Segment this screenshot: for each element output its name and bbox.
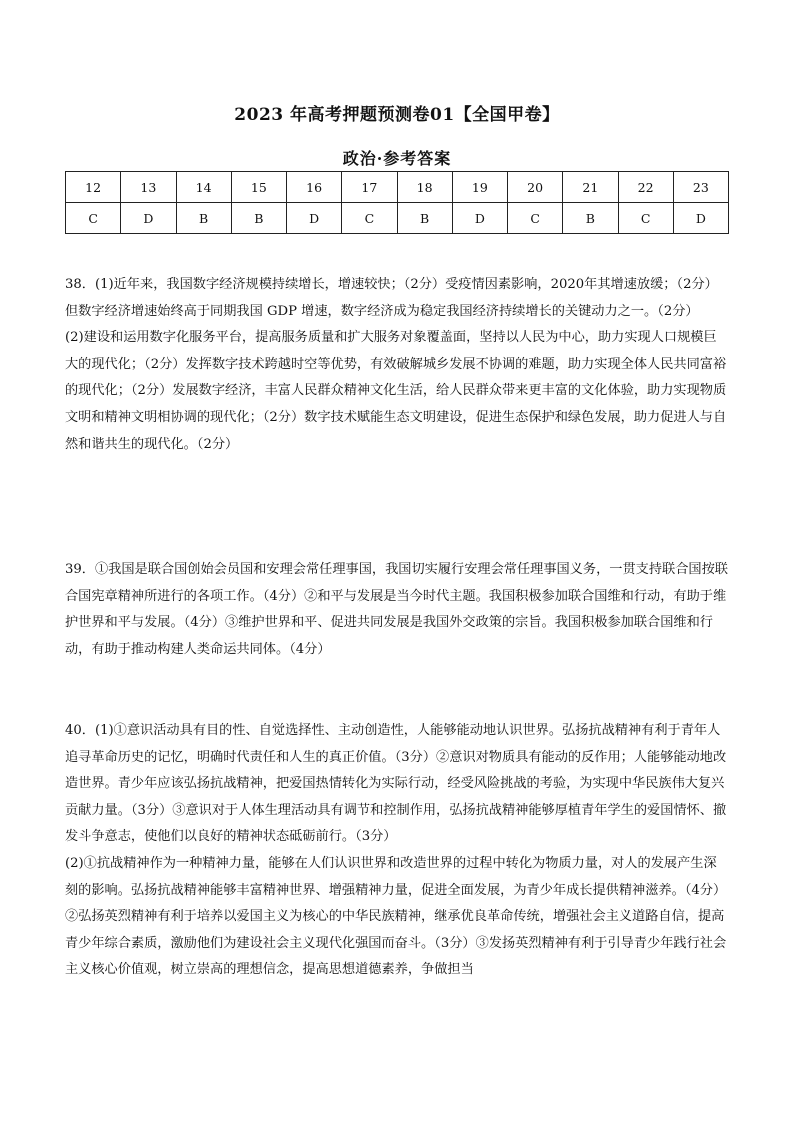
question-number-cell: 17: [342, 172, 397, 203]
question-number-cell: 22: [618, 172, 673, 203]
question-number-cell: 15: [231, 172, 286, 203]
document-subtitle: 政治·参考答案: [342, 149, 452, 168]
answer-cell: B: [563, 203, 618, 234]
q38-part2-paragraph: (2)建设和运用数字化服务平台，提高服务质量和扩大服务对象覆盖面，坚持以人民为中心，助力实现人口规模巨大的现代化；（2分）发挥数字技术跨越时空等优势，有效破解城乡发展不协调的难题，助力实现全体人民共同富裕的现代化；（2分）发展数字经济，丰富人民群众精神文化生活，给人民群众带来更丰富的文化体验，助力实现物质文明和精神文明相协调的现代化；（2分）数字技术赋能生态文明建设，促进生态保护和绿色发展，助力促进人与自然和谐共生的现代化。（2分）: [65, 330, 727, 452]
answer-table: [65, 171, 729, 234]
question-number-cell: 18: [397, 172, 452, 203]
question-number-cell: 20: [508, 172, 563, 203]
q40-part2-paragraph: (2)①抗战精神作为一种精神力量，能够在人们认识世界和改造世界的过程中转化为物质力量，对人的发展产生深刻的影响。弘扬抗战精神能够丰富精神世界、增强精神力量，促进全面发展，为青少年成长提供精神滋养。（4分）②弘扬英烈精神有利于培养以爱国主义为核心的中华民族精神，继承优良革命传统，增强社会主义道路自信，提高青少年综合素质，激励他们为建设社会主义现代化强国而奋斗。（3分）③发扬英烈精神有利于引导青少年践行社会主义核心价值观，树立崇高的理想信念，提高思想道德素养，争做担当: [65, 855, 727, 978]
answer-cell: C: [508, 203, 563, 234]
question-number-cell: 23: [673, 172, 728, 203]
question-38-section: [65, 272, 729, 458]
question-39-section: [65, 557, 729, 663]
answer-cell: D: [452, 203, 507, 234]
answer-cell: B: [397, 203, 452, 234]
q39-paragraph: 39．①我国是联合国创始会员国和安理会常任理事国，我国切实履行安理会常任理事国义务，一贯支持联合国按联合国宪章精神所进行的各项工作。（4分）②和平与发展是当今时代主题。我国积极参加联合国维和行动，有助于维护世界和平与发展。（4分）③维护世界和平、促进共同发展是我国外交政策的宗旨。我国积极参加联合国维和行动，有助于推动构建人类命运共同体。（4分）: [65, 562, 728, 657]
question-number-cell: 13: [121, 172, 176, 203]
q38-part1-paragraph: 38．(1)近年来，我国数字经济规模持续增长，增速较快；（2分）受疫情因素影响，2020年其增速放缓；（2分）但数字经济增速始终高于同期我国 GDP 增速，数字经济成为稳定我国经济持续增长的关键动力之一。（2分）: [65, 277, 718, 319]
q40-part1-paragraph: 40．(1)①意识活动具有目的性、自觉选择性、主动创造性，人能够能动地认识世界。弘扬抗战精神有利于青年人追寻革命历史的记忆，明确时代责任和人生的真正价值。（3分）②意识对物质具有能动的反作用；人能够能动地改造世界。青少年应该弘扬抗战精神，把爱国热情转化为实际行动，经受风险挑战的考验，为实现中华民族伟大复兴贡献力量。（3分）③意识对于人体生理活动具有调节和控制作用，弘扬抗战精神能够厚植青年学生的爱国情怀、撤发斗争意志，使他们以良好的精神状态砥砺前行。（3分）: [65, 723, 727, 845]
answer-cell: C: [618, 203, 673, 234]
question-number-cell: 16: [287, 172, 342, 203]
document-title: 2023 年高考押题预测卷01【全国甲卷】: [234, 105, 560, 125]
answer-cell: D: [287, 203, 342, 234]
answer-cell: B: [231, 203, 286, 234]
question-number-cell: 21: [563, 172, 618, 203]
question-number-cell: 12: [66, 172, 121, 203]
answer-cell: D: [121, 203, 176, 234]
answer-cell: B: [176, 203, 231, 234]
question-number-cell: 19: [452, 172, 507, 203]
answer-cell: C: [342, 203, 397, 234]
answer-cell: D: [673, 203, 728, 234]
question-40-section: [65, 718, 729, 984]
question-number-row: [66, 172, 729, 203]
answer-row: [66, 203, 729, 234]
answer-cell: C: [66, 203, 121, 234]
question-number-cell: 14: [176, 172, 231, 203]
